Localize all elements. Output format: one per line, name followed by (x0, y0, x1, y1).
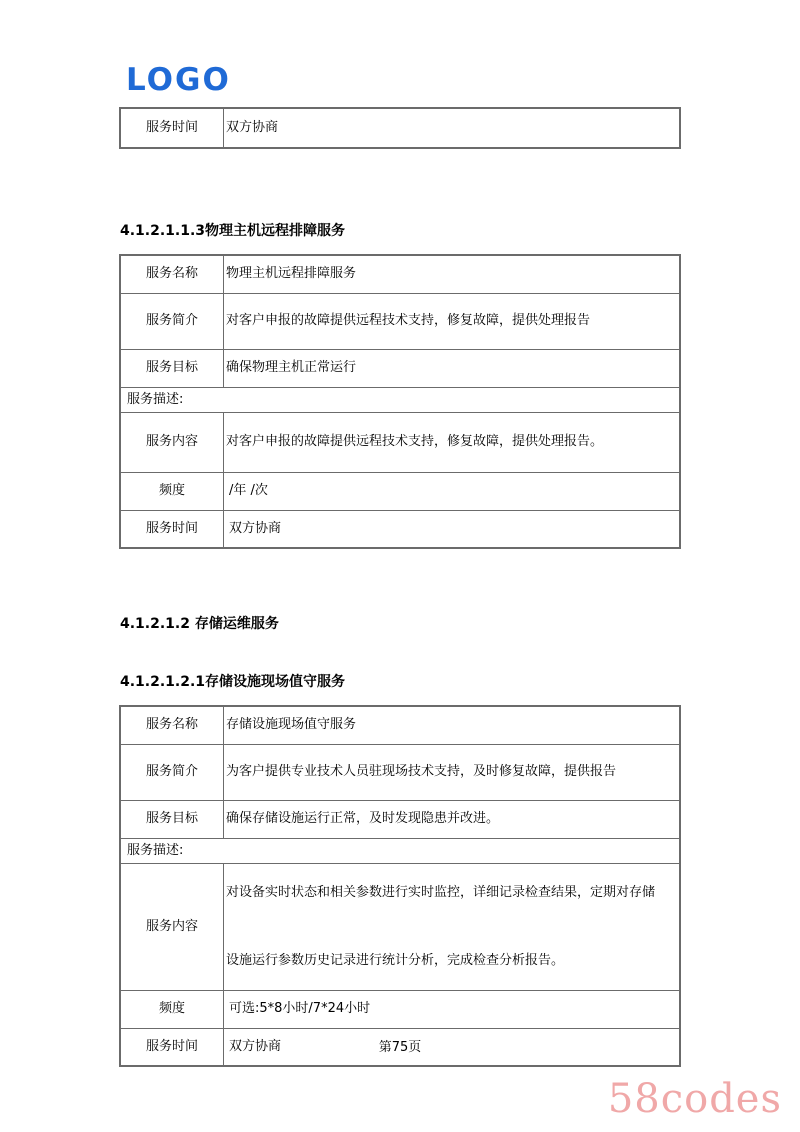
service-time-table-top (119, 107, 681, 149)
service-description-label: 服务描述: (120, 838, 680, 863)
service-name-value: 物理主机远程排障服务 (224, 255, 681, 293)
storage-onsite-table (119, 705, 681, 1067)
page-number: 第75页 (378, 1040, 422, 1055)
service-time-value: 双方协商 (224, 1028, 681, 1066)
frequency-label: 频度 (120, 990, 224, 1028)
service-content-value: 对客户申报的故障提供远程技术支持，修复故障，提供处理报告。 (224, 412, 681, 472)
service-intro-value: 为客户提供专业技术人员驻现场技术支持，及时修复故障，提供报告 (224, 744, 681, 800)
logo: LOGO (126, 62, 231, 98)
service-time-value: 双方协商 (224, 510, 681, 548)
service-name-label: 服务名称 (120, 255, 224, 293)
service-content-value (224, 863, 681, 990)
frequency-value: /年 /次 (224, 472, 681, 510)
service-content-line-2: 设施运行参数历史记录进行统计分析，完成检查分析报告。 (226, 952, 565, 968)
service-time-value: 双方协商 (224, 108, 681, 148)
service-intro-label: 服务简介 (120, 293, 224, 349)
section-heading-storage-ops: 4.1.2.1.2 存储运维服务 (120, 616, 279, 632)
section-heading-remote-troubleshooting: 4.1.2.1.1.3物理主机远程排障服务 (120, 223, 346, 239)
service-time-label: 服务时间 (120, 510, 224, 548)
service-intro-value: 对客户申报的故障提供远程技术支持，修复故障，提供处理报告 (224, 293, 681, 349)
frequency-value: 可选:5*8小时/7*24小时 (224, 990, 681, 1028)
service-goal-value: 确保存储设施运行正常，及时发现隐患并改进。 (224, 800, 681, 838)
service-content-label: 服务内容 (120, 412, 224, 472)
service-name-label: 服务名称 (120, 706, 224, 744)
frequency-label: 频度 (120, 472, 224, 510)
service-name-value: 存储设施现场值守服务 (224, 706, 681, 744)
service-goal-label: 服务目标 (120, 349, 224, 387)
watermark: 58codes (607, 1076, 782, 1122)
service-time-label: 服务时间 (120, 1028, 224, 1066)
service-goal-value: 确保物理主机正常运行 (224, 349, 681, 387)
service-goal-label: 服务目标 (120, 800, 224, 838)
section-heading-storage-onsite: 4.1.2.1.2.1存储设施现场值守服务 (120, 674, 346, 690)
service-description-label: 服务描述: (120, 387, 680, 412)
service-content-label: 服务内容 (120, 863, 224, 990)
service-intro-label: 服务简介 (120, 744, 224, 800)
service-content-line-1: 对设备实时状态和相关参数进行实时监控，详细记录检查结果，定期对存储 (226, 884, 656, 900)
remote-troubleshooting-table (119, 254, 681, 549)
service-time-label: 服务时间 (120, 108, 224, 148)
